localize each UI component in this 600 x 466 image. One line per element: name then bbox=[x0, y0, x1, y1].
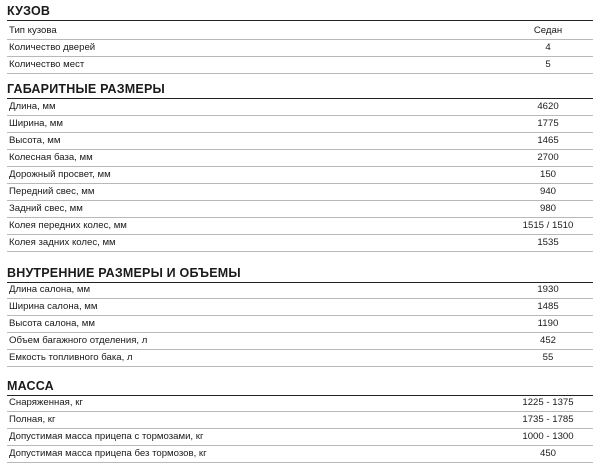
spec-value: Седан bbox=[533, 25, 563, 36]
spec-row bbox=[7, 116, 593, 133]
spec-label: Тип кузова bbox=[9, 25, 57, 36]
spec-value: 150 bbox=[539, 169, 556, 180]
spec-row bbox=[7, 316, 593, 333]
row-divider bbox=[7, 251, 593, 252]
spec-label: Высота, мм bbox=[9, 135, 61, 146]
spec-label: Допустимая масса прицепа с тормозами, кг bbox=[9, 431, 204, 442]
spec-value: 450 bbox=[539, 448, 556, 459]
spec-value: 2700 bbox=[537, 152, 559, 163]
spec-label: Емкость топливного бака, л bbox=[9, 352, 133, 363]
spec-row bbox=[7, 133, 593, 150]
section-divider bbox=[7, 20, 593, 21]
spec-value: 4620 bbox=[537, 101, 559, 112]
spec-value: 4 bbox=[545, 42, 551, 53]
spec-value: 1465 bbox=[537, 135, 559, 146]
spec-label: Колея передних колес, мм bbox=[9, 220, 127, 231]
spec-value: 940 bbox=[539, 186, 556, 197]
spec-label: Дорожный просвет, мм bbox=[9, 169, 111, 180]
spec-value: 1225 - 1375 bbox=[522, 397, 574, 408]
spec-row bbox=[7, 40, 593, 57]
section-title-interior: ВНУТРЕННИЕ РАЗМЕРЫ И ОБЪЕМЫ bbox=[7, 266, 241, 280]
section-title-mass: МАССА bbox=[7, 379, 54, 393]
section-title-body: КУЗОВ bbox=[7, 4, 51, 18]
row-divider bbox=[7, 73, 593, 74]
spec-value: 1775 bbox=[537, 118, 559, 129]
spec-label: Количество дверей bbox=[9, 42, 96, 53]
spec-label: Задний свес, мм bbox=[9, 203, 83, 214]
spec-row bbox=[7, 235, 593, 252]
spec-value: 55 bbox=[542, 352, 554, 363]
spec-label: Колесная база, мм bbox=[9, 152, 93, 163]
spec-value: 980 bbox=[539, 203, 556, 214]
spec-value: 1485 bbox=[537, 301, 559, 312]
row-divider bbox=[7, 462, 593, 463]
spec-row bbox=[7, 299, 593, 316]
spec-label: Снаряженная, кг bbox=[9, 397, 83, 408]
spec-value: 1190 bbox=[537, 318, 559, 329]
spec-label: Длина салона, мм bbox=[9, 284, 91, 295]
spec-row bbox=[7, 150, 593, 167]
spec-row bbox=[7, 184, 593, 201]
spec-label: Длина, мм bbox=[9, 101, 56, 112]
spec-label: Ширина, мм bbox=[9, 118, 64, 129]
spec-value: 5 bbox=[545, 59, 551, 70]
spec-row bbox=[7, 57, 593, 74]
spec-value: 1735 - 1785 bbox=[522, 414, 574, 425]
spec-value: 452 bbox=[539, 335, 556, 346]
spec-row bbox=[7, 412, 593, 429]
spec-row bbox=[7, 333, 593, 350]
spec-row bbox=[7, 446, 593, 463]
spec-label: Полная, кг bbox=[9, 414, 56, 425]
spec-row bbox=[7, 99, 593, 116]
spec-row bbox=[7, 429, 593, 446]
spec-label: Передний свес, мм bbox=[9, 186, 95, 197]
spec-value: 1930 bbox=[537, 284, 559, 295]
spec-value: 1000 - 1300 bbox=[522, 431, 574, 442]
spec-label: Колея задних колес, мм bbox=[9, 237, 116, 248]
spec-row bbox=[7, 350, 593, 367]
spec-row bbox=[7, 201, 593, 218]
spec-label: Ширина салона, мм bbox=[9, 301, 98, 312]
spec-row bbox=[7, 282, 593, 299]
spec-value: 1515 / 1510 bbox=[522, 220, 574, 231]
spec-row bbox=[7, 167, 593, 184]
spec-label: Объем багажного отделения, л bbox=[9, 335, 148, 346]
row-divider bbox=[7, 366, 593, 367]
spec-row bbox=[7, 395, 593, 412]
spec-label: Количество мест bbox=[9, 59, 85, 70]
spec-value: 1535 bbox=[537, 237, 559, 248]
spec-label: Высота салона, мм bbox=[9, 318, 95, 329]
spec-row bbox=[7, 23, 593, 40]
section-title-dimensions: ГАБАРИТНЫЕ РАЗМЕРЫ bbox=[7, 82, 165, 96]
spec-label: Допустимая масса прицепа без тормозов, кг bbox=[9, 448, 207, 459]
spec-row bbox=[7, 218, 593, 235]
